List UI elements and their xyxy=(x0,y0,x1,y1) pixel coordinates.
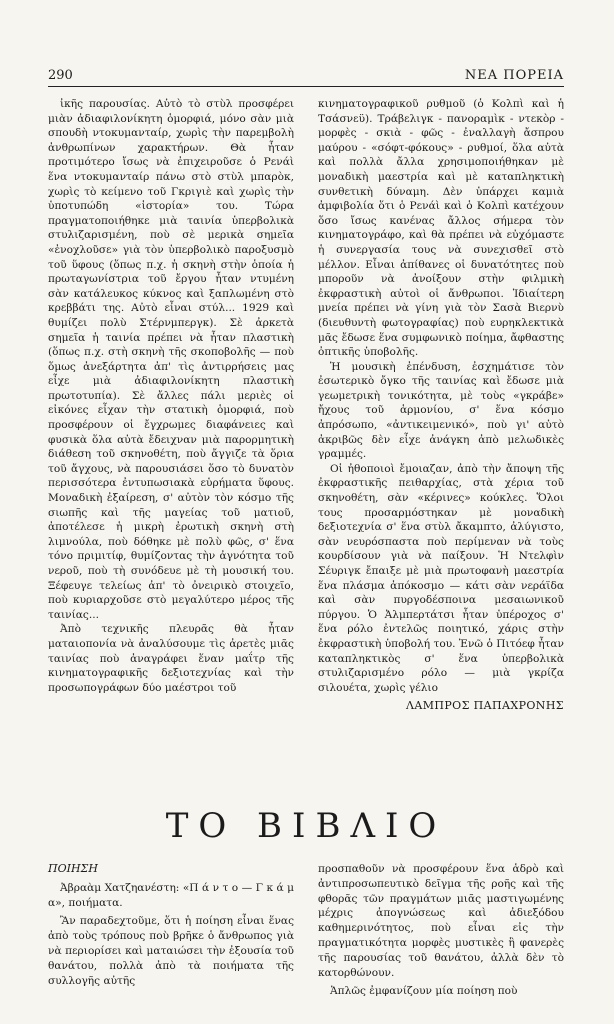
review-paragraph: Ἁπλῶς ἐμφανίζουν μία ποίηση ποὺ xyxy=(330,985,518,998)
article-right-column xyxy=(318,97,564,714)
article-author: ΛΑΜΠΡΟΣ ΠΑΠΑΧΡΟΝΗΣ xyxy=(406,699,564,713)
running-header xyxy=(48,64,564,88)
article-paragraph: κινηματογραφικοῦ ρυθμοῦ (ὁ Κολπὶ καὶ ἡ Τσάσνεϋ). Τράβελιγκ - πανοραμὶκ - ντεκὸρ - μορφὲς - σκιὰ - φῶς - ἐναλλαγὴ ἄσπρου μαύρου - «σόφτ-φόκους» - ρυθμοί, ὅλα αὐτὰ καὶ πολλὰ ἄλλα χρησιμοποιήθηκαν μὲ μοναδικὴ μαεστρία καὶ μὲ καταπληκτικὴ συνθετικὴ δύναμη. Δὲν ὑπάρχει καμιὰ ἀμφιβολία ὅτι ὁ Ρενάὶ καὶ ὁ Κολπὶ κατέχουν ὅσο ἴσως κανένας ἄλλος σήμερα τὸν κινηματογράφο, καὶ θὰ πρέπει νὰ εὐχόμαστε ἡ συνεργασία τους νὰ συνεχισθεῖ στὸ μέλλον. Εἶναι ἀπίθανες οἱ δυνατότητες ποὺ μποροῦν νὰ ἀνοίξουν στὴν φιλμικὴ ἐκφραστικὴ αὐτοὶ οἱ ἄνθρωποι. Ἰδιαίτερη μνεία πρέπει νὰ γίνη γιὰ τὸν Σασὰ Βιερνὺ (διευθυντὴ φωτογραφίας) ποὺ ευρηκλεκτικὰ μᾶς ἔδωσε ἕνα συμφωνικὸ ποίημα, ἄφθαστης ὀπτικῆς ὑποβολῆς. xyxy=(318,98,564,359)
journal-title: ΝΕΑ ΠΟΡΕΙΑ xyxy=(464,68,564,83)
header-rule xyxy=(48,86,564,87)
review-paragraph: προσπαθοῦν νὰ προσφέρουν ἕνα ἁδρὸ καὶ ἀντιπροσωπευτικὸ δεῖγμα τῆς ροῆς καὶ τῆς φθορᾶς τῶν πραγμάτων μιᾶς μαστιγωμένης μέχρις ἀπογνώσεως καὶ ἀδιεξόδου καθημερινότητος, ποὺ εἶναι εἰς τὴν πραγματικότητα μορφὲς μυστικὲς ἢ φανερὲς τῆς παρουσίας τοῦ θανάτου, ἀλλὰ δὲν τὸ κατορθώνουν. xyxy=(318,863,564,979)
article-paragraph: Ἀπὸ τεχνικῆς πλευρᾶς θὰ ἦταν ματαιοπονία νὰ ἀναλύσουμε τὶς ἀρετὲς μιᾶς ταινίας ποὺ ἀναγράφει ἕναν μαΐτρ τῆς κινηματογραφικῆς δεξιοτεχνίας καὶ τὴν προσωπογράφων δύο μαέστροι τοῦ xyxy=(48,623,294,694)
section-title: ΤΟ ΒΙΒΛΙΟ xyxy=(165,806,447,846)
review-category: ΠΟΙΗΣΗ xyxy=(48,862,98,875)
book-title: Ἀβραὰμ Χατζηανέστη: «Π ά ν τ ο — Γ κ ά μ α», ποιήματα. xyxy=(48,881,294,909)
article-paragraph: ἰκῆς παρουσίας. Αὐτὸ τὸ στὺλ προσφέρει μιὰν ἀδιαφιλονίκητη ὁμορφιά, μόνο σὰν μιὰ σπουδὴ ντοκυμανταίρ, χωρὶς τὴν παρεμβολὴ ἀνθρωπίνων χαρακτήρων. Θὰ ἦταν προτιμότερο ἴσως νὰ ἐπιχειροῦσε ὁ Ρενάὶ ἕνα ντοκυμανταίρ πάνω στὸ στὺλ μπαρὸκ, χωρὶς τὸ κείμενο τοῦ Γκριγιὲ καὶ χωρὶς τὴν ὑποτυπώδη «ἱστορία» του. Τώρα πραγματοποιήθηκε μιὰ ταινία ὑπερβολικὰ στυλιζαρισμένη, ποὺ σὲ μερικὰ σημεῖα «ἐνοχλοῦσε» γιὰ τὸν ὑπερβολικὸ παροξυσμὸ τοῦ ὕφους (ὅπως π.χ. ἡ σκηνὴ στὴν ὁποία ἡ πρωταγωνίστρια τοῦ ἔργου ἦταν ντυμένη σὰν κατάλευκος κύκνος καὶ ξαπλωμένη στὸ κρεββάτι της. Αὐτὸ εἶναι στύλ... 1929 καὶ θυμίζει πολὺ Στέρνμπεργκ). Σὲ ἀρκετὰ σημεῖα ἡ ταινία πρέπει νὰ ἦταν πλαστικὴ (ὅπως π.χ. στὴ σκηνὴ τῆς σκοποβολῆς — ποὺ ὅμως ἀνεξάρτητα ἀπ' τὶς ἀντιρρήσεις μας εἶχε μιὰ ἀδιαφιλονίκητη πλαστικὴ πρωτοτυπία). Σὲ ἄλλες πάλι μεριὲς οἱ εἰκόνες εἶχαν τὴν στατικὴ ὁμορφιά, ποὺ προσφέρουν οἱ ἔγχρωμες διαφάνειες καὶ φυσικὰ ὅλα αὐτὰ ἔδειχναν μιὰ παρορμητικὴ διάθεση τοῦ σκηνοθέτη, ποὺ ἄγγιζε τὰ ὅρια τοῦ ἄγχους, νὰ παρουσιάσει ὅσο τὸ δυνατὸν περισσότερα ἐντυπωσιακὰ εὑρήματα ὕφους. Μοναδικὴ ἐξαίρεση, σ' αὐτὸν τὸν κόσμο τῆς σιωπῆς καὶ τῆς μαγείας τοῦ ματιοῦ, ἀποτέλεσε ἡ μικρὴ ἐρωτικὴ σκηνὴ στὴ λιμνούλα, ποὺ δόθηκε μὲ πολὺ φῶς, σ' ἕνα τόνο πριμιτίφ, θυμίζοντας τὴν ἀγνότητα τοῦ νεροῦ, ποὺ τὴ συνόδευε μὲ τὴ μουσική του. Ξέφευγε τελείως ἀπ' τὸ ὀνειρικὸ στοιχεῖο, ποὺ κυριαρχοῦσε στὸ μεγαλύτερο μέρος τῆς ταινίας... xyxy=(48,98,294,621)
review-left-column xyxy=(48,862,294,992)
article-paragraph: Οἱ ἠθοποιοὶ ἔμοιαζαν, ἀπὸ τὴν ἄποψη τῆς ἐκφραστικῆς πειθαρχίας, στὰ χέρια τοῦ σκηνοθέτη, σὰν «κέρινες» κούκλες. Ὅλοι τους προσαρμόστηκαν μὲ μοναδικὴ δεξιοτεχνία σ' ἕνα στὺλ ἄκαμπτο, ἀλύγιστο, σὰν νευρόσπαστα ποὺ περίμεναν νὰ τοὺς κουρδίσουν γιὰ νὰ παίξουν. Ἡ Ντελφὶν Σέυριγκ ἔπαιξε μὲ μιὰ πρωτοφανὴ μαεστρία ἕνα πλάσμα ἀπόκοσμο — κάτι σὰν νεράϊδα καὶ σὰν πυργοδέσποινα μεσαιωνικοῦ πύργου. Ὁ Ἀλμπερτάτσι ἦταν ὑπέροχος σ' ἕνα ρόλο ἐντελῶς ποιητικό, χάρις στὴν ἐκφραστικὴ ὑποβολή του. Ἐνῶ ὁ Πιτόεφ ἦταν καταπληκτικὸς σ' ἕνα ὑπερβολικὰ στυλιζαρισμένο ρόλο — μιὰ γκρίζα σιλουέτα, χωρὶς γέλιο xyxy=(318,462,564,694)
review-paragraph: Ἂν παραδεχτοῦμε, ὅτι ἡ ποίηση εἶναι ἕνας ἀπὸ τοὺς τρόπους ποὺ βρῆκε ὁ ἄνθρωπος γιὰ νὰ περιορίσει καὶ ματαιώσει τὴν ἐξουσία τοῦ θανάτου, πολλὰ ἀπὸ τὰ ποιήματα τῆς συλλογῆς αὐτῆς xyxy=(48,915,294,987)
page-number: 290 xyxy=(48,68,73,83)
article-paragraph: Ἡ μουσικὴ ἐπένδυση, ἐσχημάτισε τὸν ἐσωτερικὸ ὄγκο τῆς ταινίας καὶ ἔδωσε μιὰ γεωμετρικὴ τονικότητα, μὲ τοὺς «γκράβε» ἤχους τοῦ ἁρμονίου, σ' ἕνα κόσμο ἀπρόσωπο, «ἀντικειμενικό», ποὺ γι' αὐτὸ ἀκριβῶς δὲν εἶχε ἀνάγκη ἀπὸ μελωδικὲς γραμμές. xyxy=(318,360,564,461)
review-right-column xyxy=(318,862,564,1003)
article-left-column xyxy=(48,97,294,695)
